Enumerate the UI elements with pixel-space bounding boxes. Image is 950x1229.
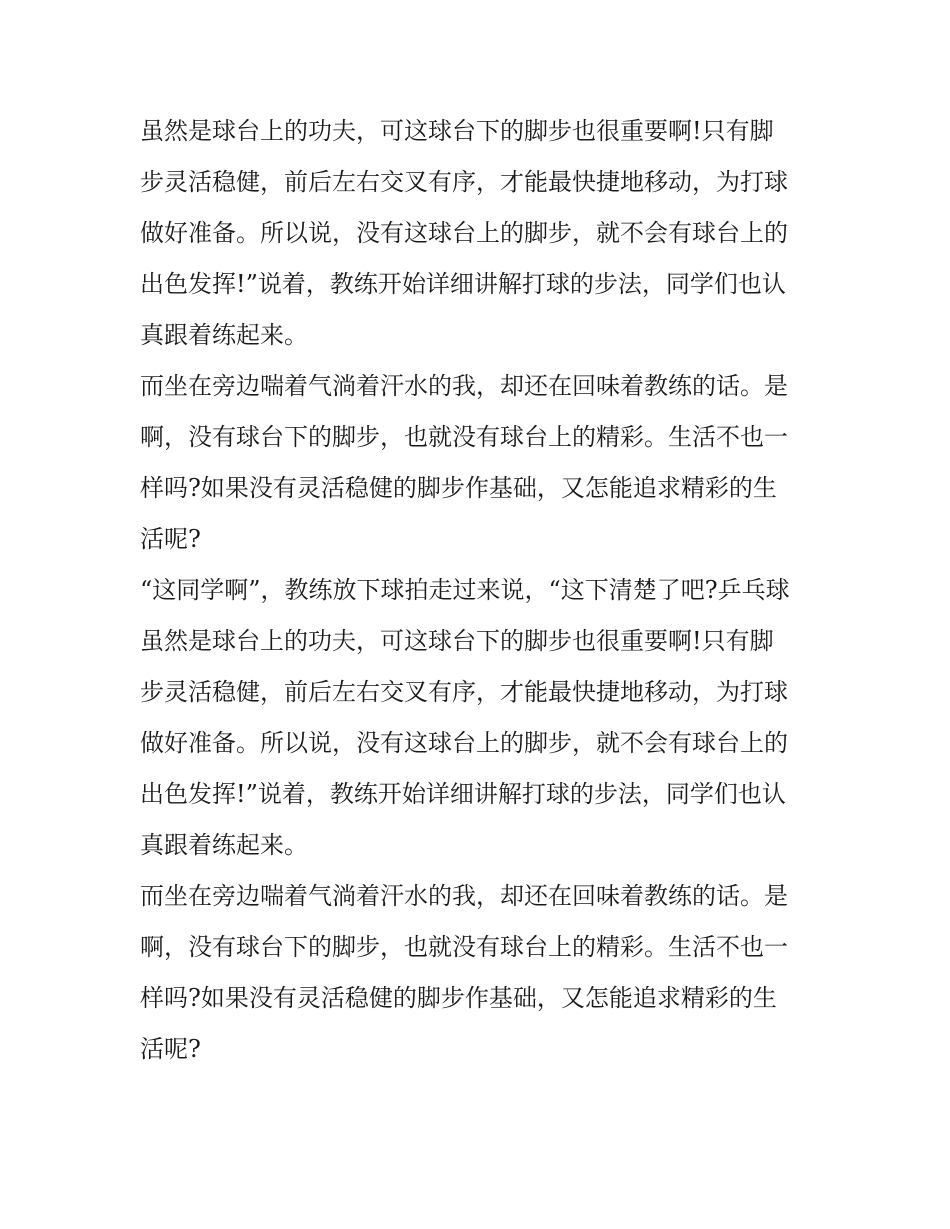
- text-line: 样吗?如果没有灵活稳健的脚步作基础，又怎能追求精彩的生: [140, 984, 777, 1012]
- text-line: 出色发挥!”说着，教练开始详细讲解打球的步法，同学们也认: [140, 780, 786, 808]
- text-line: 真跟着练起来。: [140, 321, 308, 349]
- text-line: 步灵活稳健，前后左右交叉有序，才能最快捷地移动，为打球: [140, 168, 788, 196]
- text-line: 样吗?如果没有灵活稳健的脚步作基础，又怎能追求精彩的生: [140, 474, 777, 502]
- text-line: “这同学啊”，教练放下球拍走过来说，“这下清楚了吧?乒乓球: [140, 576, 790, 604]
- text-line: 做好准备。所以说，没有这球台上的脚步，就不会有球台上的: [140, 219, 788, 247]
- text-line: 而坐在旁边喘着气淌着汗水的我，却还在回味着教练的话。是: [140, 372, 788, 400]
- text-line: 虽然是球台上的功夫，可这球台下的脚步也很重要啊!只有脚: [140, 117, 774, 145]
- text-line: 做好准备。所以说，没有这球台上的脚步，就不会有球台上的: [140, 729, 788, 757]
- text-line: 真跟着练起来。: [140, 831, 308, 859]
- text-line: 而坐在旁边喘着气淌着汗水的我，却还在回味着教练的话。是: [140, 882, 788, 910]
- text-line: 啊，没有球台下的脚步，也就没有球台上的精彩。生活不也一: [140, 933, 788, 961]
- text-line: 步灵活稳健，前后左右交叉有序，才能最快捷地移动，为打球: [140, 678, 788, 706]
- text-line: 虽然是球台上的功夫，可这球台下的脚步也很重要啊!只有脚: [140, 627, 774, 655]
- document-body: [140, 106, 812, 1075]
- text-line: 活呢?: [140, 525, 201, 553]
- text-line: 活呢?: [140, 1035, 201, 1063]
- text-line: 啊，没有球台下的脚步，也就没有球台上的精彩。生活不也一: [140, 423, 788, 451]
- text-line: 出色发挥!”说着，教练开始详细讲解打球的步法，同学们也认: [140, 270, 786, 298]
